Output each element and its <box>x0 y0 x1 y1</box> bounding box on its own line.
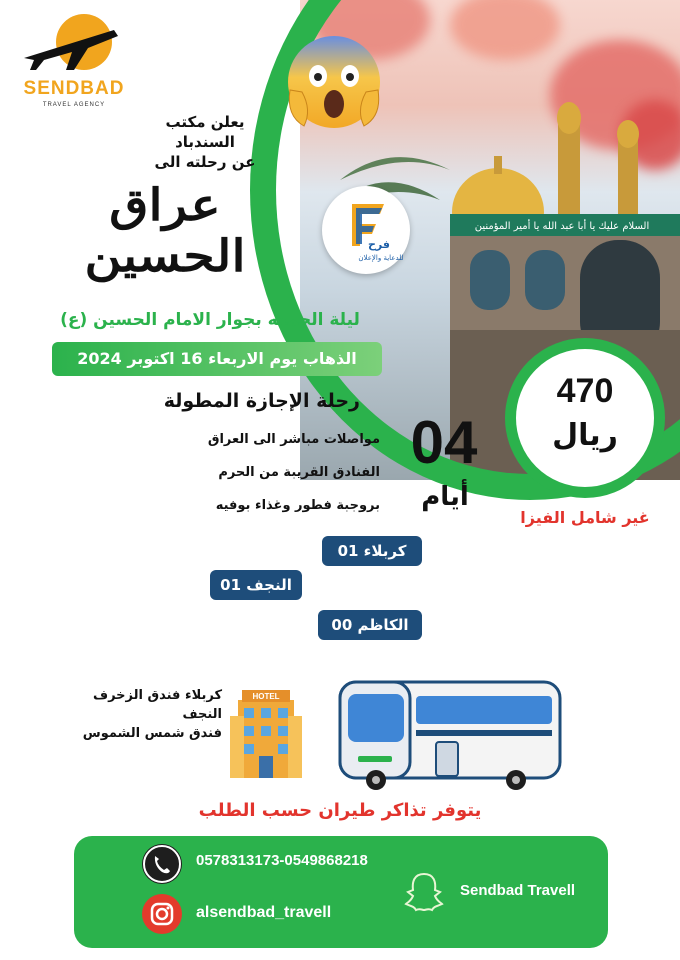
hotel-line-1: كربلاء فندق الزخرف <box>92 688 222 703</box>
airplane-icon <box>14 12 134 78</box>
shrine-banner-text: السلام عليك يا أبا عبد الله يا أمير المؤمنين <box>474 221 650 232</box>
hotel-sign: HOTEL <box>252 692 280 701</box>
duration-number: 04 <box>410 409 478 476</box>
snapchat-icon[interactable] <box>404 870 444 914</box>
friday-night-subtitle: ليلة الجمعه بجوار الامام الحسين (ع) <box>60 310 360 330</box>
city-kadhim: 00 الكاظم <box>318 610 422 640</box>
trip-name: رحلة الإجازة المطولة <box>163 390 360 412</box>
partner-letter: F <box>366 230 367 231</box>
shocked-emoji-icon <box>282 30 386 134</box>
price-currency: ريال <box>552 418 618 453</box>
features-list <box>150 426 380 525</box>
intro-line-2: عن رحلته الى <box>154 153 256 171</box>
intro-line-1: يعلن مكتب السندباد <box>165 113 245 151</box>
partner-subtitle: للدعاية والإعلان <box>358 254 404 262</box>
intro-text <box>140 112 270 172</box>
list-item: الفنادق القريبة من الحرم <box>218 465 380 480</box>
city-najaf: 01 النجف <box>210 570 302 600</box>
phone-icon[interactable] <box>142 844 182 884</box>
contact-bar <box>74 836 608 948</box>
price-amount: 470 <box>556 372 614 410</box>
flights-note: يتوفر تذاكر طيران حسب الطلب <box>198 800 482 821</box>
brand-tagline: TRAVEL AGENCY <box>42 102 106 108</box>
city-karbala: 01 كربلاء <box>322 536 422 566</box>
departure-date-banner: الذهاب يوم الاربعاء 16 اكتوبر 2024 <box>52 342 382 376</box>
hotel-line-2: النجف <box>182 707 222 722</box>
hotel-building-icon <box>228 686 304 778</box>
snapchat-handle[interactable]: Sendbad Travell <box>460 882 576 899</box>
visa-note: غير شامل الفيزا <box>520 508 650 527</box>
list-item: مواصلات مباشر الى العراق <box>207 432 380 447</box>
list-item: بروجبة فطور وغذاء بوفيه <box>215 498 380 513</box>
hotel-line-3: فندق شمس الشموس <box>82 726 222 741</box>
phone-numbers[interactable]: 0578313173-0549868218 <box>196 852 368 869</box>
instagram-handle[interactable]: alsendbad_travell <box>196 904 332 921</box>
brand-name: SENDBAD <box>23 78 125 99</box>
partner-name: فرح <box>368 238 390 251</box>
headline-calligraphy: عراق الحسين <box>84 180 246 282</box>
instagram-icon[interactable] <box>142 894 182 934</box>
bus-icon <box>336 676 564 792</box>
hotels-list <box>22 686 222 743</box>
duration-unit: أيام <box>421 482 469 512</box>
sendbad-logo <box>14 12 134 108</box>
